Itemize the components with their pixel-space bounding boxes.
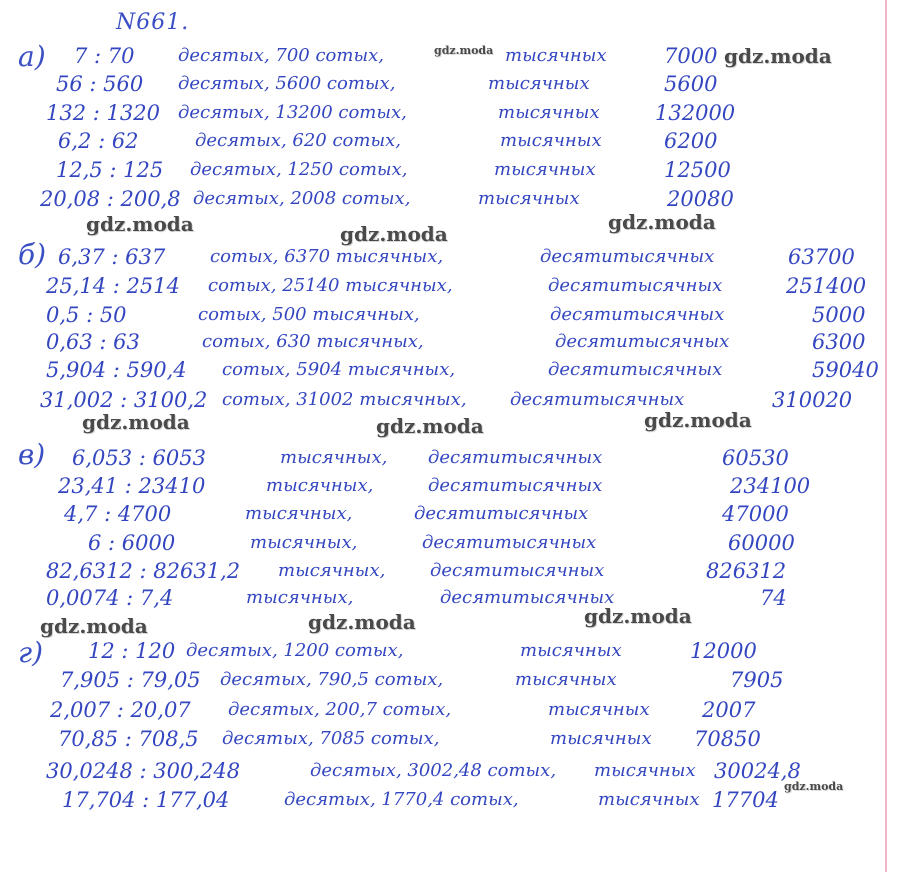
units-text: десятых, 13200 сотых, <box>178 102 407 123</box>
result-value: 60000 <box>728 531 795 555</box>
units-text: десятых, 620 сотых, <box>195 130 401 151</box>
expression: 31,002 : 3100,2 <box>40 388 208 412</box>
result-value: 30024,8 <box>714 759 801 783</box>
expression: 4,7 : 4700 <box>64 502 172 526</box>
units-text: десятых, 700 сотых, <box>178 45 384 66</box>
result-value: 310020 <box>772 388 853 412</box>
units-text: тысячных, <box>266 475 374 496</box>
list-item <box>0 444 885 472</box>
expression: 70,85 : 708,5 <box>58 727 199 751</box>
list-item <box>0 272 885 300</box>
list-item <box>0 127 885 155</box>
expression: 0,0074 : 7,4 <box>46 586 174 610</box>
expression: 6,053 : 6053 <box>72 446 206 470</box>
list-item <box>0 757 885 785</box>
list-item <box>0 557 885 585</box>
units-text: тысячных, <box>245 503 353 524</box>
watermark: gdz.moda <box>86 212 194 236</box>
result-value: 7905 <box>730 668 784 692</box>
expression: 12,5 : 125 <box>56 158 164 182</box>
expression: 132 : 1320 <box>46 101 160 125</box>
result-value: 60530 <box>722 446 789 470</box>
units-text: сотых, 31002 тысячных, <box>222 389 467 410</box>
expression: 2,007 : 20,07 <box>50 698 191 722</box>
watermark: gdz.moda <box>584 604 692 628</box>
watermark: gdz.moda <box>724 44 832 68</box>
units-text: десятитысячных <box>548 359 723 380</box>
list-item <box>0 185 885 213</box>
list-item <box>0 584 885 612</box>
expression: 7 : 70 <box>74 44 135 68</box>
units-text: десятых, 2008 сотых, <box>193 188 411 209</box>
result-value: 12000 <box>690 639 757 663</box>
result-value: 5000 <box>812 303 866 327</box>
list-item <box>0 666 885 694</box>
result-value: 12500 <box>664 158 731 182</box>
list-item <box>0 500 885 528</box>
units-text: тысячных <box>494 159 596 180</box>
units-text: тысячных <box>498 102 600 123</box>
result-value: 826312 <box>706 559 787 583</box>
list-item <box>0 301 885 329</box>
list-item <box>0 786 885 814</box>
result-value: 132000 <box>655 101 736 125</box>
units-text: десятитысячных <box>510 389 685 410</box>
units-text: тысячных <box>598 789 700 810</box>
watermark: gdz.moda <box>340 222 448 246</box>
watermark: gdz.moda <box>784 780 844 793</box>
units-text: десятитысячных <box>422 532 597 553</box>
expression: 56 : 560 <box>56 72 144 96</box>
result-value: 6200 <box>664 129 718 153</box>
watermark: gdz.moda <box>644 408 752 432</box>
result-value: 5600 <box>664 72 718 96</box>
expression: 6,37 : 637 <box>58 245 166 269</box>
expression: 17,704 : 177,04 <box>62 788 230 812</box>
units-text: тысячных <box>478 188 580 209</box>
margin-line <box>885 0 887 872</box>
list-item <box>0 529 885 557</box>
watermark: gdz.moda <box>608 210 716 234</box>
units-text: сотых, 500 тысячных, <box>198 304 420 325</box>
units-text: десятитысячных <box>428 475 603 496</box>
units-text: десятитысячных <box>550 304 725 325</box>
result-value: 6300 <box>812 330 866 354</box>
units-text: сотых, 630 тысячных, <box>202 331 424 352</box>
units-text: тысячных <box>488 73 590 94</box>
expression: 82,6312 : 82631,2 <box>46 559 241 583</box>
units-text: десятитысячных <box>555 331 730 352</box>
units-text: тысячных <box>520 640 622 661</box>
units-text: десятитысячных <box>414 503 589 524</box>
result-value: 47000 <box>722 502 789 526</box>
expression: 6,2 : 62 <box>58 129 139 153</box>
result-value: 234100 <box>730 474 811 498</box>
result-value: 17704 <box>712 788 779 812</box>
expression: 0,5 : 50 <box>46 303 127 327</box>
expression: 12 : 120 <box>88 639 176 663</box>
result-value: 63700 <box>788 245 855 269</box>
units-text: десятитысячных <box>540 246 715 267</box>
units-text: тысячных, <box>280 447 388 468</box>
exercise-number: N661. <box>116 10 190 35</box>
list-item <box>0 725 885 753</box>
expression: 0,63 : 63 <box>46 330 140 354</box>
result-value: 251400 <box>786 274 867 298</box>
units-text: десятитысячных <box>548 275 723 296</box>
units-text: десятых, 790,5 сотых, <box>220 669 444 690</box>
units-text: тысячных <box>594 760 696 781</box>
units-text: сотых, 25140 тысячных, <box>208 275 453 296</box>
list-item <box>0 328 885 356</box>
units-text: сотых, 6370 тысячных, <box>210 246 444 267</box>
section-b-label: б) <box>18 238 47 271</box>
expression: 6 : 6000 <box>88 531 176 555</box>
watermark: gdz.moda <box>308 610 416 634</box>
units-text: сотых, 5904 тысячных, <box>222 359 456 380</box>
units-text: десятых, 1200 сотых, <box>186 640 404 661</box>
watermark: gdz.moda <box>40 614 148 638</box>
result-value: 74 <box>760 586 787 610</box>
list-item <box>0 637 885 665</box>
list-item <box>0 70 885 98</box>
expression: 23,41 : 23410 <box>58 474 206 498</box>
units-text: десятых, 5600 сотых, <box>178 73 396 94</box>
list-item <box>0 243 885 271</box>
units-text: тысячных, <box>246 587 354 608</box>
units-text: десятых, 1250 сотых, <box>190 159 408 180</box>
expression: 5,904 : 590,4 <box>46 358 187 382</box>
units-text: тысячных, <box>250 532 358 553</box>
units-text: тысячных <box>505 45 607 66</box>
units-text: десятитысячных <box>428 447 603 468</box>
units-text: десятитысячных <box>430 560 605 581</box>
units-text: тысячных <box>515 669 617 690</box>
result-value: 7000 <box>664 44 718 68</box>
result-value: 59040 <box>812 358 879 382</box>
units-text: десятитысячных <box>440 587 615 608</box>
units-text: тысячных <box>500 130 602 151</box>
units-text: десятых, 200,7 сотых, <box>228 699 452 720</box>
result-value: 70850 <box>694 727 761 751</box>
watermark: gdz.moda <box>434 44 494 57</box>
units-text: тысячных, <box>278 560 386 581</box>
units-text: десятых, 7085 сотых, <box>222 728 440 749</box>
result-value: 2007 <box>702 698 756 722</box>
list-item <box>0 696 885 724</box>
list-item <box>0 356 885 384</box>
list-item <box>0 156 885 184</box>
section-v-label: в) <box>18 438 46 471</box>
units-text: десятых, 1770,4 сотых, <box>284 789 519 810</box>
result-value: 20080 <box>667 187 734 211</box>
units-text: тысячных <box>550 728 652 749</box>
units-text: тысячных <box>548 699 650 720</box>
list-item <box>0 472 885 500</box>
list-item <box>0 99 885 127</box>
watermark: gdz.moda <box>82 410 190 434</box>
expression: 7,905 : 79,05 <box>60 668 201 692</box>
section-g-label: г) <box>18 636 44 669</box>
expression: 25,14 : 2514 <box>46 274 180 298</box>
units-text: десятых, 3002,48 сотых, <box>310 760 557 781</box>
watermark: gdz.moda <box>376 414 484 438</box>
section-a-label: а) <box>18 40 46 73</box>
expression: 20,08 : 200,8 <box>40 187 181 211</box>
expression: 30,0248 : 300,248 <box>46 759 241 783</box>
